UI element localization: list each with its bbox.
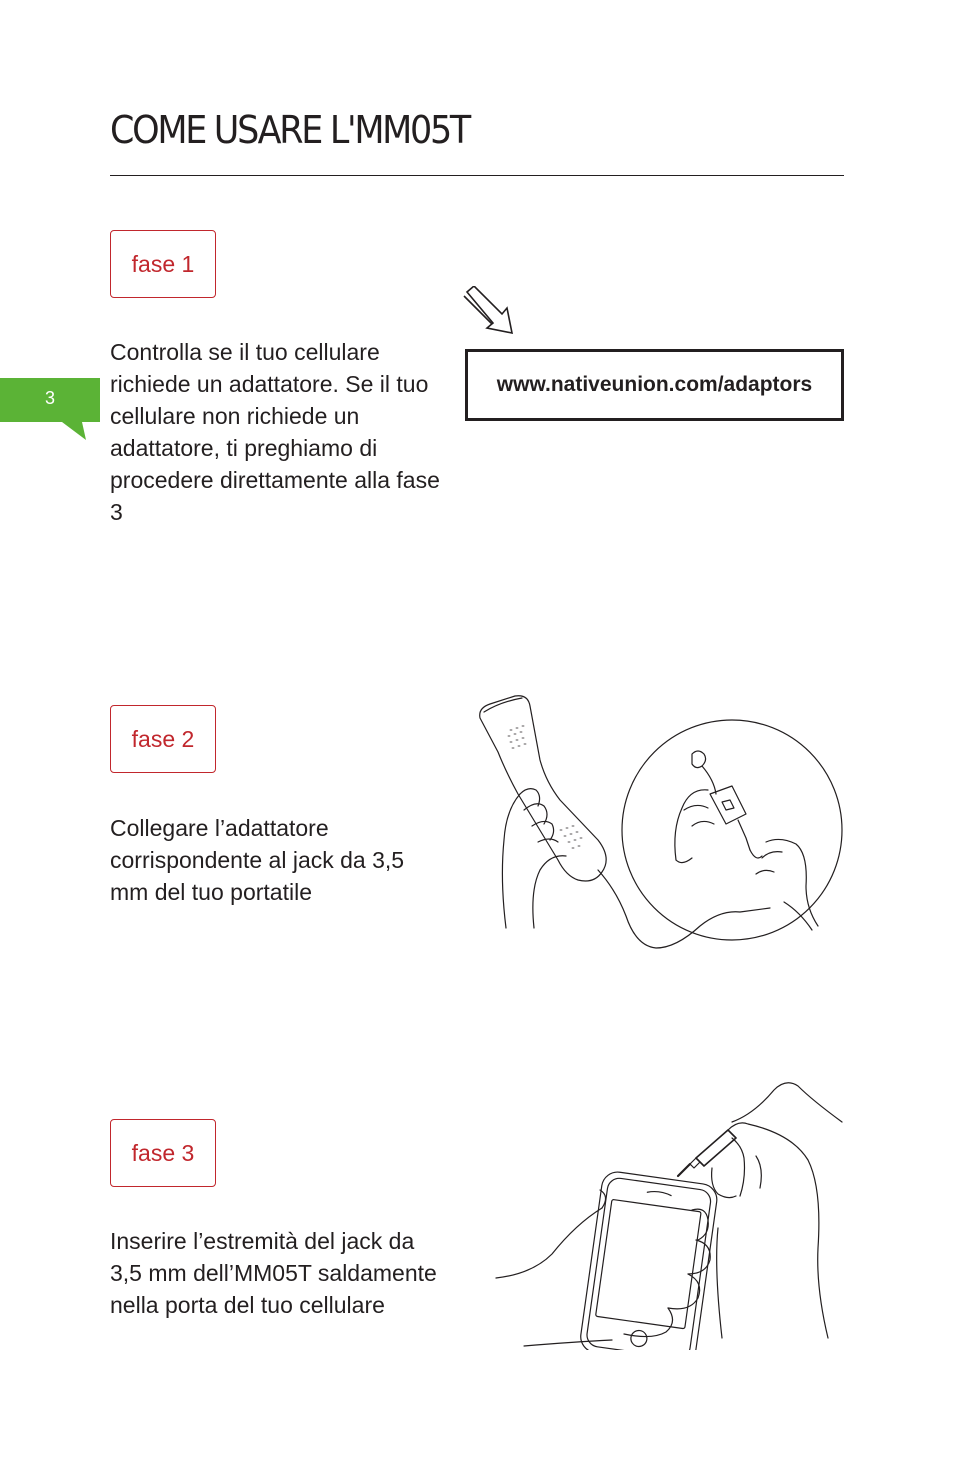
step-2-label: fase 2 (131, 725, 195, 752)
step-3-badge (110, 1119, 216, 1187)
adaptors-link[interactable]: www.nativeunion.com/adaptors (496, 373, 813, 396)
step-1-badge (110, 230, 216, 298)
step-1-text: Controlla se il tuo cellulare richiede un adattatore. Se il tuo cellulare non richiede un adattatore, ti preghiamo di procedere direttamente alla fase 3 (110, 339, 440, 525)
step-3-label: fase 3 (131, 1139, 195, 1166)
adaptors-link-box[interactable] (465, 349, 844, 421)
arrow-down-right-icon (462, 286, 518, 338)
step-2-text: Collegare l’adattatore corrispondente al jack da 3,5 mm del tuo portatile (110, 815, 405, 905)
step-1-label: fase 1 (131, 250, 195, 277)
title-divider (110, 175, 844, 176)
page-number: 3 (44, 388, 55, 408)
step-2-badge (110, 705, 216, 773)
phone-jack-illustration (492, 1078, 848, 1350)
handset-adapter-illustration (470, 690, 850, 960)
page-title: COME USARE L'MM05T (110, 108, 469, 152)
step-3-text: Inserire l’estremità del jack da 3,5 mm dell’MM05T saldamente nella porta del tuo cellulare (110, 1228, 437, 1318)
